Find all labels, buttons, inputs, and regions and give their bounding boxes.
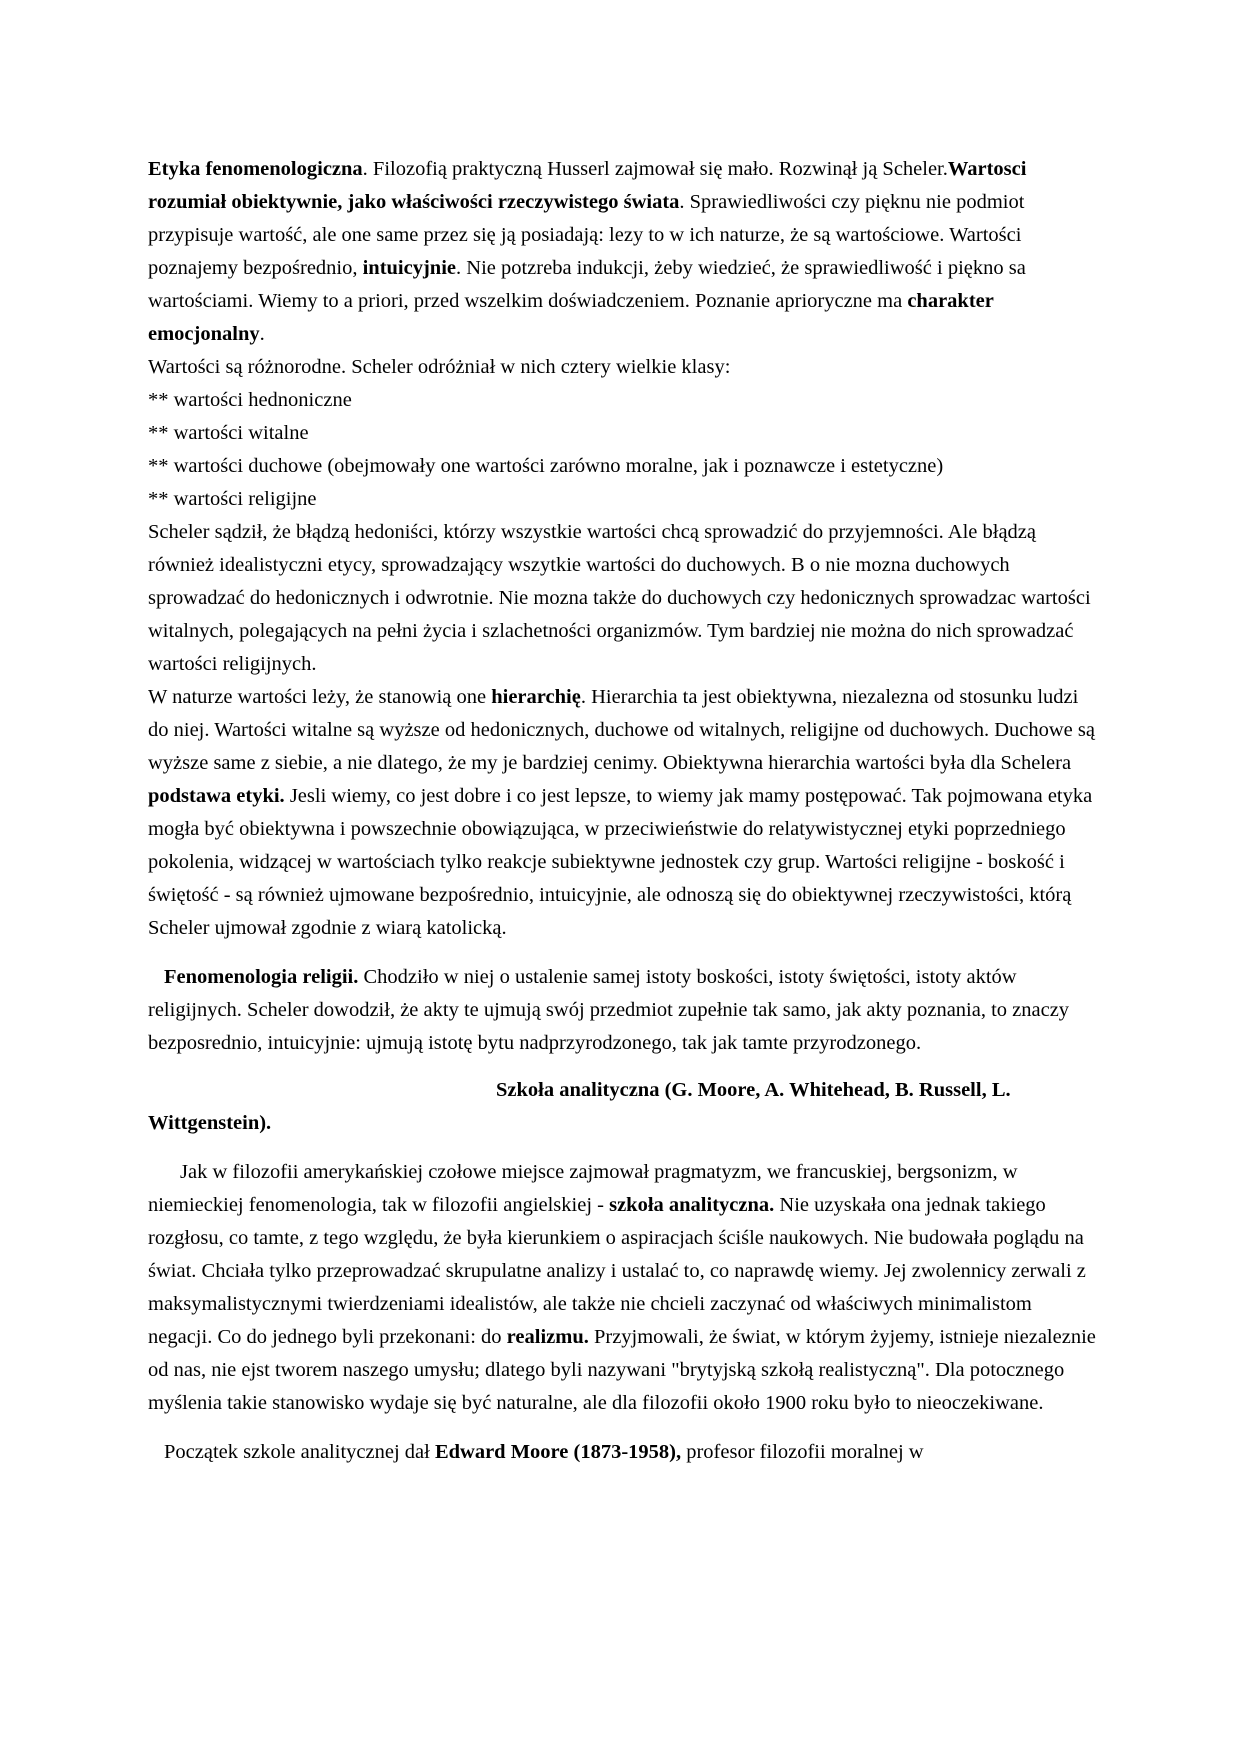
section-heading-analytic: Szkoła analityczna (G. Moore, A. Whitehead, B. Russell, L. Wittgenstein). <box>148 1079 1011 1134</box>
emphasis-szkola-analityczna: szkoła analityczna. <box>609 1194 775 1216</box>
list-item: ** wartości witalne <box>148 422 309 444</box>
paragraph-analytic: Jak w filozofii amerykańskiej czołowe miejsce zajmował pragmatyzm, we francuskiej, bergsonizm, w niemieckiej fenomenologia, tak w filozofii angielskiej - szkoła analityczna. Nie uzyskała ona jednak takiego rozgłosu, co tamte, z tego względu, że była kierunkiem o aspiracjach ściśle naukowych. Nie budowała poglądu na świat. Chciała tylko przeprowadzać skrupulatne analizy i ustalać to, co naprawdę wiemy. Jej zwolennicy zerwali z maksymalistycznymi twierdzeniami idealistów, ale także nie chcieli zaczynać od właściwych minimalistom negacji. Co do jednego byli przekonani: do realizmu. Przyjmowali, że świat, w którym żyjemy, istnieje niezaleznie od nas, nie ejst tworem naszego umysłu; dlatego byli nazywani "brytyjską szkołą realistyczną". Dla potocznego myślenia takie stanowisko wydaje się być naturalne, ale dla filozofii około 1900 roku było to nieoczekiwane. <box>148 1161 1096 1414</box>
term-etyka-fenomenologiczna: Etyka fenomenologiczna <box>148 158 363 180</box>
paragraph-etyka: Etyka fenomenologiczna. Filozofią praktyczną Husserl zajmował się mało. Rozwinął ją Scheler.Wartosci rozumiał obiektywnie, jako właściwości rzeczywistego świata. Sprawiedliwości czy pięknu nie podmiot przypisuje wartość, ale one same przez się ją posiadają: lezy to w ich naturze, że są wartościowe. Wartości poznajemy bezpośrednio, intuicyjnie. Nie potzreba indukcji, żeby wiedzieć, że sprawiedliwość i piękno sa wartościami. Wiemy to a priori, przed wszelkim doświadczeniem. Poznanie aprioryczne ma charakter emocjonalny. <box>148 158 1027 345</box>
emphasis-hierarchie: hierarchię <box>491 686 581 708</box>
paragraph-moore: Początek szkole analitycznej dał Edward Moore (1873-1958), profesor filozofii moralnej w <box>164 1441 924 1463</box>
list-item: ** wartości religijne <box>148 488 317 510</box>
paragraph-hedonists: Scheler sądził, że błądzą hedoniści, którzy wszystkie wartości chcą sprowadzić do przyjemności. Ale błądzą również idealistyczni etycy, sprowadzający wszytkie wartości do duchowych. B o nie mozna duchowych sprowadzać do hedonicznych i odwrotnie. Nie mozna także do duchowych czy hedonicznych sprowadzac wartości witalnych, polegających na pełni życia i szlachetności organizmów. Tym bardziej nie można do nich sprowadzać wartości religijnych. <box>148 521 1091 675</box>
emphasis-charakter-emocjonalny: charakter emocjonalny <box>148 290 994 345</box>
document-body <box>148 153 1098 1469</box>
term-fenomenologia-religii: Fenomenologia religii. <box>164 966 359 988</box>
emphasis-edward-moore: Edward Moore (1873-1958), <box>434 1441 682 1463</box>
paragraph-classes-intro: Wartości są różnorodne. Scheler odróżniał w nich cztery wielkie klasy: <box>148 356 731 378</box>
emphasis-intuicyjnie: intuicyjnie <box>362 257 457 279</box>
paragraph-religion: Fenomenologia religii. Chodziło w niej o ustalenie samej istoty boskości, istoty świętości, istoty aktów religijnych. Scheler dowodził, że akty te ujmują swój przedmiot zupełnie tak samo, jak akty poznania, to znaczy bezposrednio, intuicyjnie: ujmują istotę bytu nadprzyrodzonego, tak jak tamte przyrodzonego. <box>148 966 1070 1054</box>
list-item: ** wartości hednoniczne <box>148 389 352 411</box>
list-item: ** wartości duchowe (obejmowały one wartości zarówno moralne, jak i poznawcze i estetyczne) <box>148 455 944 477</box>
paragraph-hierarchy: W naturze wartości leży, że stanowią one hierarchię. Hierarchia ta jest obiektywna, niezalezna od stosunku ludzi do niej. Wartości witalne są wyższe od hedonicznych, duchowe od witalnych, religijne od duchowych. Duchowe są wyższe same z siebie, a nie dlatego, że my je bardziej cenimy. Obiektywna hierarchia wartości była dla Schelera podstawa etyki. Jesli wiemy, co jest dobre i co jest lepsze, to wiemy jak mamy postępować. Tak pojmowana etyka mogła być obiektywna i powszechnie obowiązująca, w przeciwieństwie do relatywistycznej etyki poprzedniego pokolenia, widzącej w wartościach tylko reakcje subiektywne jednostek czy grup. Wartości religijne - boskość i świętość - są również ujmowane bezpośrednio, intuicyjnie, ale odnoszą się do obiektywnej rzeczywistości, którą Scheler ujmował zgodnie z wiarą katolicką. <box>148 686 1095 939</box>
emphasis-realizmu: realizmu. <box>506 1326 589 1348</box>
emphasis-podstawa-etyki: podstawa etyki. <box>148 785 285 807</box>
emphasis-wartosci-obiektywnie: Wartosci rozumiał obiektywnie, jako właściwości rzeczywistego świata <box>148 158 1027 213</box>
